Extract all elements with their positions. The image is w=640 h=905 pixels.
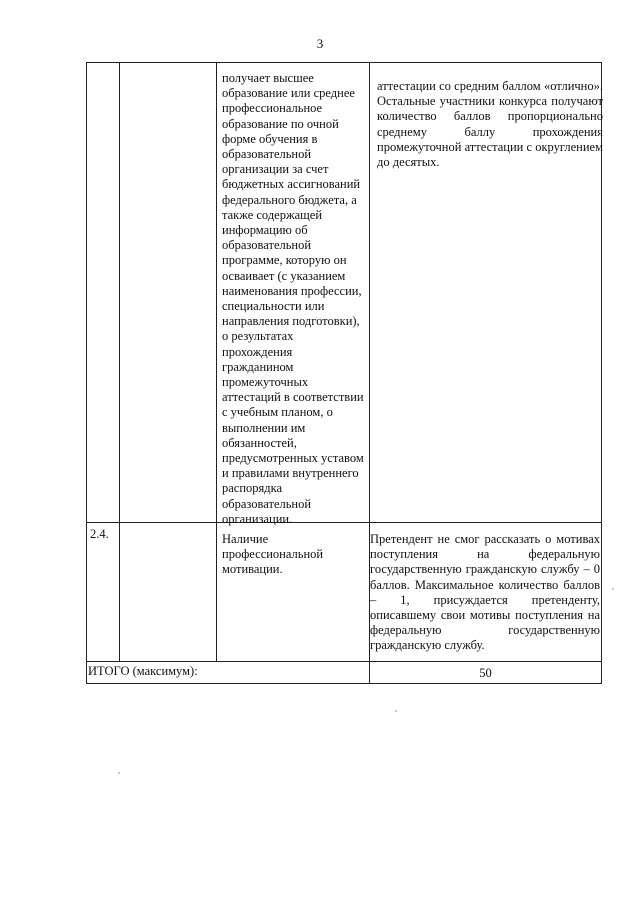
- table-top-border: [86, 62, 602, 63]
- table-bottom-border: [86, 683, 602, 684]
- scoring-cell: аттестации со средним баллом «отлично». Остальные участники конкурса получают количество баллов пропорционально среднему баллу прохождения промежуточной аттестации с округлением до десятых.: [377, 79, 603, 170]
- row-number-cell: 2.4.: [90, 527, 109, 541]
- scan-speck: [612, 588, 614, 590]
- row-divider: [86, 661, 602, 662]
- criteria-cell: получает высшее образование или среднее профессиональное образование по очной форме обучения в образовательной организации за счет бюджетных ассигнований федерального бюджета, а также содержащей информацию об образовательной программе, которую он осваивает (с указанием наименования профессии, специальности или направления подготовки), о результатах прохождения гражданином промежуточных аттестаций в соответствии с учебным планом, о выполнении им обязанностей, предусмотренных уставом и правилами внутреннего распорядка образовательной организации.: [222, 71, 364, 526]
- scoring-cell: Претендент не смог рассказать о мотивах поступления на федеральную государственную гражданскую службу – 0 баллов. Максимальное количество баллов – 1, присуждается претенденту, описавшему свои мотивы поступления на федеральную государственную гражданскую службу.: [370, 532, 600, 653]
- column-divider: [216, 62, 217, 661]
- total-value: 50: [479, 666, 492, 680]
- scan-speck: [118, 772, 120, 774]
- column-divider: [119, 62, 120, 661]
- table-left-border: [86, 62, 87, 684]
- criteria-cell: Наличие профессиональной мотивации.: [222, 532, 324, 577]
- criteria-table: [86, 62, 602, 684]
- scan-speck: [395, 710, 397, 712]
- total-label: ИТОГО (максимум):: [88, 664, 198, 678]
- page-number: 3: [316, 36, 324, 51]
